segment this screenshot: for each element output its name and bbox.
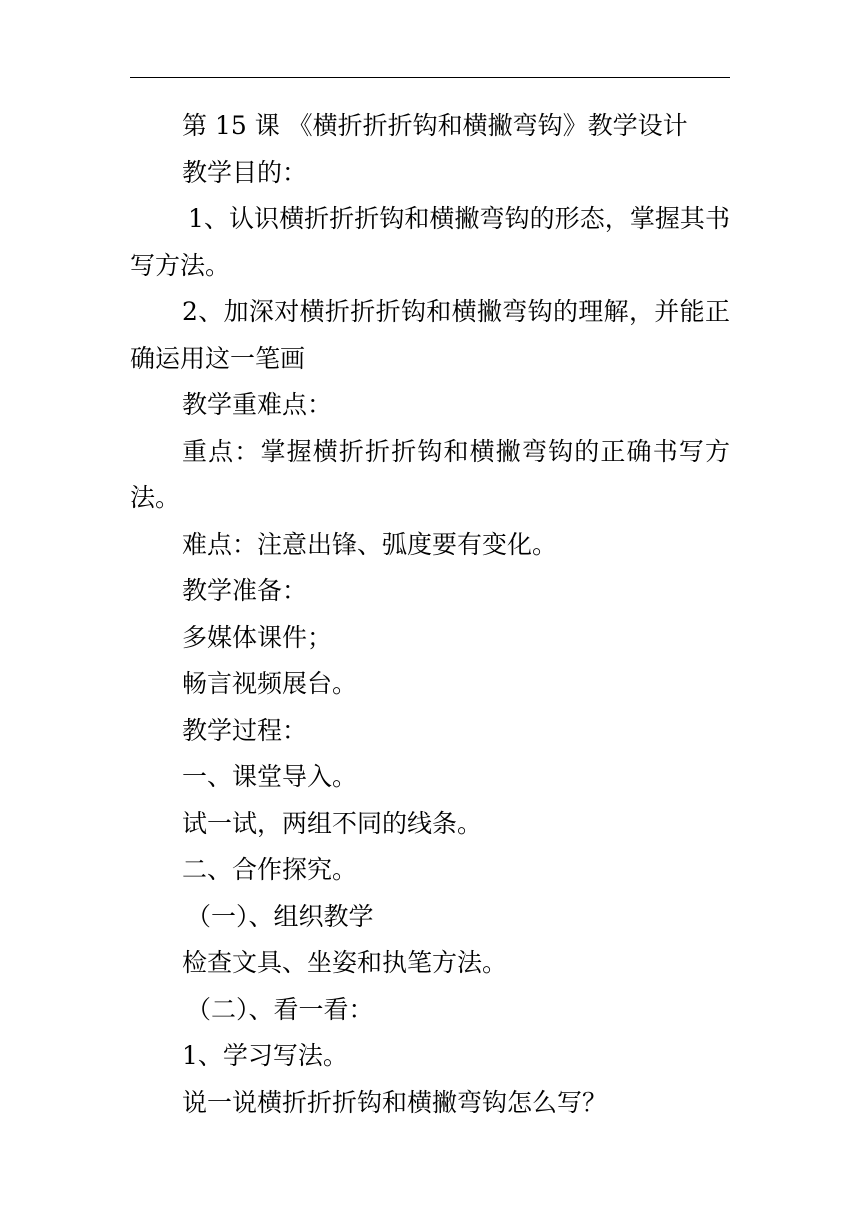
- paragraph-subsection-1-body: 检查文具、坐姿和执笔方法。: [182, 948, 508, 977]
- header-rule: [130, 77, 730, 78]
- paragraph-subsection-1: （一）、组织教学: [186, 901, 374, 931]
- paragraph-key-points-heading: 教学重难点：: [182, 390, 333, 419]
- paragraph-preparation-heading: 教学准备：: [182, 576, 308, 605]
- paragraph-process-heading: 教学过程：: [182, 715, 308, 745]
- paragraph-key-point: 重点：掌握横折折折钩和横撇弯钩的正确书写方法。: [130, 436, 730, 512]
- paragraph-step-1: 1、学习写法。: [182, 1041, 348, 1070]
- paragraph-step-1-body: 说一说横折折折钩和横撇弯钩怎么写？: [182, 1087, 608, 1117]
- paragraph-subsection-2: （二）、看一看：: [186, 994, 374, 1024]
- paragraph-section-1: 一、课堂导入。: [182, 762, 358, 791]
- document-body: [130, 103, 730, 1126]
- paragraph-preparation-1: 多媒体课件；: [182, 622, 333, 652]
- paragraph-section-1-body: 试一试，两组不同的线条。: [182, 808, 483, 838]
- paragraph-section-2: 二、合作探究。: [182, 855, 358, 884]
- paragraph-preparation-2: 畅言视频展台。: [182, 669, 358, 698]
- document-title: 第 15 课 《横折折折钩和横撇弯钩》教学设计: [182, 111, 688, 140]
- paragraph-goal-1: 1、认识横折折折钩和横撇弯钩的形态，掌握其书写方法。: [130, 204, 730, 280]
- paragraph-difficulty: 难点：注意出锋、弧度要有变化。: [182, 529, 558, 559]
- paragraph-goal-2: 2、加深对横折折折钩和横撇弯钩的理解，并能正确运用这一笔画: [130, 297, 730, 373]
- paragraph-teaching-goals-heading: 教学目的：: [182, 157, 308, 187]
